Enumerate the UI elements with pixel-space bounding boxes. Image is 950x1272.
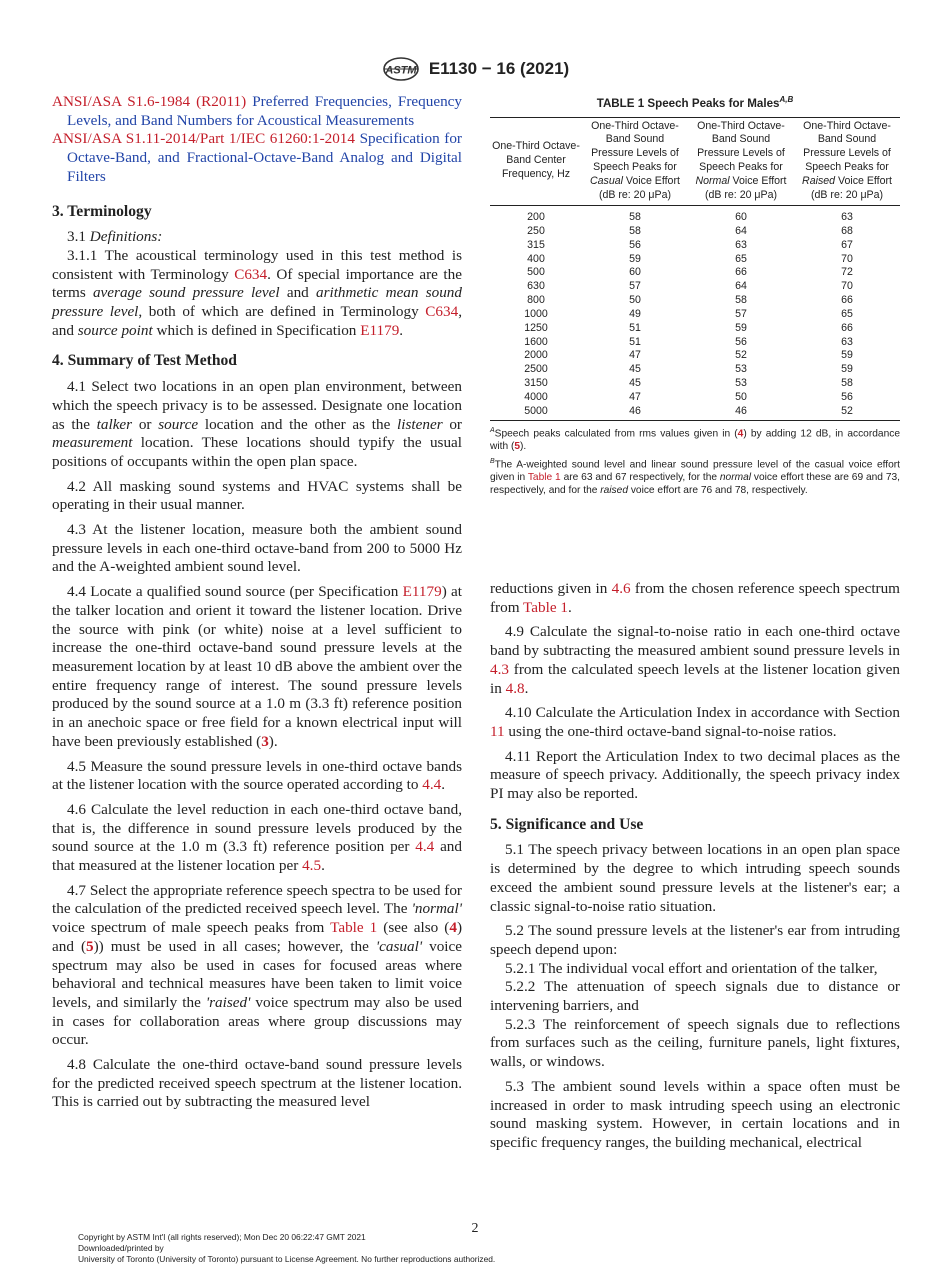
table-header-frequency: One-Third Octave-Band Center Frequency, Hz	[492, 140, 580, 181]
table-cell: 68	[841, 224, 853, 237]
table-cell: 56	[841, 390, 853, 403]
table-row	[490, 266, 900, 280]
table-cell: 59	[629, 252, 641, 265]
table-cell: 47	[629, 349, 641, 362]
table-cell: 800	[527, 294, 545, 307]
link-table-1[interactable]: Table 1	[527, 472, 561, 484]
table-cell: 1600	[524, 335, 548, 348]
table-row	[490, 405, 900, 420]
table-row	[490, 336, 900, 350]
table-header-raised: One-Third Octave-Band Sound Pressure Levels of Speech Peaks for Raised Voice Effort (dB re: 20 μPa)	[802, 119, 892, 202]
paragraph-5-1: 5.1 The speech privacy between locations in an open plan space is determined by the degree to which intruding speech sounds exceed the ambient sound pressure levels at the listener's ear; a classic signal-to-noise ratio situation.	[490, 841, 900, 915]
table-header-casual: One-Third Octave-Band Sound Pressure Levels of Speech Peaks for Casual Voice Effort (dB re: 20 μPa)	[590, 119, 680, 202]
link-table-1[interactable]: Table 1	[523, 598, 568, 616]
link-e1179[interactable]: E1179	[402, 583, 442, 601]
table-cell: 1250	[524, 321, 548, 334]
table-row	[490, 391, 900, 405]
table-cell: 52	[841, 404, 853, 417]
link-4-6[interactable]: 4.6	[611, 580, 631, 597]
paragraph-4-3: 4.3 At the listener location, measure both the ambient sound pressure levels in each one-third octave-band from 200 to 5000 Hz and the A-weighted ambient sound level.	[52, 521, 462, 576]
table-cell: 58	[841, 377, 853, 390]
table-cell: 66	[841, 294, 853, 307]
table-cell: 72	[841, 266, 853, 279]
paragraph-5-2-2: 5.2.2 The attenuation of speech signals due to distance or intervening barriers, and	[490, 978, 900, 1015]
link-4-4[interactable]: 4.4	[422, 776, 442, 794]
citation-link[interactable]: 5	[514, 440, 521, 452]
copyright-line: Copyright by ASTM Int'l (all rights reserved); Mon Dec 20 06:22:47 GMT 2021	[78, 1232, 366, 1242]
astm-logo-icon	[381, 56, 421, 82]
table-cell: 66	[735, 266, 747, 279]
table-cell: 46	[629, 404, 641, 417]
table-cell: 50	[629, 294, 641, 307]
table-cell: 66	[841, 321, 853, 334]
page-number: 2	[471, 1221, 479, 1236]
link-e1179[interactable]: E1179	[360, 321, 400, 339]
table-cell: 60	[735, 211, 747, 223]
table-row	[490, 280, 900, 294]
table-cell: 45	[629, 377, 641, 390]
table-cell: 1000	[524, 307, 548, 320]
page-header	[0, 56, 950, 82]
table-1-block	[490, 91, 900, 500]
table-cell: 70	[841, 252, 853, 265]
table-cell: 5000	[524, 404, 548, 417]
table-cell: 59	[841, 363, 853, 376]
table-header-normal: One-Third Octave-Band Sound Pressure Levels of Speech Peaks for Normal Voice Effort (dB re: 20 μPa)	[695, 119, 787, 202]
paragraph-4-4: 4.4 Locate a qualified sound source (per Specification E1179) at the talker location and orient it toward the listener location. Drive the source with pink (or white) noise at a level sufficient to increase the one-third octave-band sound pressure levels at the measurement location by at least 10 dB above the ambient over the entire frequency range of interest. The sound pressure levels produced by the sound source at a 1.0 m (3.3 ft) reference position in an anechoic space or free field for a known electrical input will have been previously established (3).	[52, 583, 462, 750]
reference-title[interactable]: Preferred Frequencies, Frequency Levels, and Band Numbers for Acoustical Measurements	[67, 93, 463, 129]
reference-item	[52, 130, 462, 186]
link-4-5[interactable]: 4.5	[302, 857, 322, 875]
table-row	[490, 294, 900, 308]
paragraph-5-2-3: 5.2.3 The reinforcement of speech signals due to reflections from surfaces such as the ceiling, furniture panels, light fixtures, walls, or windows.	[490, 1015, 900, 1071]
right-column	[490, 580, 900, 1159]
table-cell: 46	[735, 404, 747, 417]
section-heading: 4. Summary of Test Method	[52, 352, 237, 370]
paragraph-4-2: 4.2 All masking sound systems and HVAC systems shall be operating in their usual manner.	[52, 477, 462, 514]
link-c634[interactable]: C634	[234, 265, 268, 283]
table-cell: 630	[527, 280, 545, 293]
table-cell: 3150	[524, 377, 548, 390]
footnote-a: $^A$Speech peaks calculated from rms values given in (4) by adding 12 dB, in accordance with (5).	[490, 426, 900, 452]
copyright-notice	[78, 1232, 495, 1265]
table-row	[490, 239, 900, 253]
table-cell: 63	[841, 335, 853, 348]
table-cell: 65	[735, 252, 747, 265]
table-cell: 50	[735, 390, 747, 403]
footnote-b: $^B$The A-weighted sound level and linear sound pressure level of the casual voice effort given in Table 1 are 63 and 67 respectively, for the normal voice effort these are 69 and 73, respectively, and for the raised voice effort are 76 and 78, respectively.	[490, 457, 900, 497]
table-row	[490, 349, 900, 363]
reference-code[interactable]: ANSI/ASA S1.6-1984 (R2011)	[52, 93, 247, 110]
paragraph-4-7: 4.7 Select the appropriate reference speech spectra to be used for the calculation of the predicted received speech level. The 'normal' voice spectrum of male speech peaks from Table 1 (see also (4) and (5)) must be used in all cases; however, the 'casual' voice spectrum may also be used in cases for focused areas where behavioral and technical measures have been taken to limit voice levels, and similarly the 'raised' voice spectrum may also be used in cases for collaboration areas where group discussions may occur.	[52, 881, 462, 1049]
paragraph-4-8: 4.8 Calculate the one-third octave-band sound pressure levels for the predicted received speech spectrum at the listener location. This is carried out by subtracting the measured level	[52, 1056, 462, 1111]
license-line: University of Toronto (University of Toronto) pursuant to License Agreement. No further reproductions authorized.	[78, 1254, 496, 1264]
table-row	[490, 225, 900, 239]
table-cell: 70	[841, 280, 853, 293]
table-cell: 53	[735, 363, 747, 376]
table-cell: 53	[735, 377, 747, 390]
paragraph-5-3: 5.3 The ambient sound levels within a space often must be increased in order to mask intruding speech using an electronic sound masking system. However, in certain locations and in specific frequency ranges, the building mechanical, electrical	[490, 1077, 900, 1151]
table-row	[490, 322, 900, 336]
table-cell: 59	[735, 321, 747, 334]
table-cell: 58	[735, 294, 747, 307]
link-4-4[interactable]: 4.4	[415, 838, 435, 856]
paragraph-4-6: 4.6 Calculate the level reduction in each one-third octave band, that is, the difference in sound pressure levels produced by the sound source at the 1.0 m (3.3 ft) reference position per 4.4 and that measured at the listener location per 4.5.	[52, 800, 462, 875]
reference-code[interactable]: ANSI/ASA S1.11-2014/Part 1/IEC 61260:1-2014	[52, 130, 355, 148]
link-table-1[interactable]: Table 1	[330, 919, 378, 937]
table-cell: 52	[735, 349, 747, 362]
link-c634[interactable]: C634	[425, 303, 459, 321]
table-cell: 49	[629, 307, 641, 320]
table-cell: 4000	[524, 390, 548, 403]
table-cell: 2500	[524, 363, 548, 376]
table-cell: 60	[629, 266, 641, 279]
citation-link[interactable]: 4	[449, 919, 457, 937]
table-cell: 56	[735, 335, 747, 348]
speech-peaks-table	[490, 117, 900, 421]
table-cell: 315	[527, 238, 545, 251]
table-row	[490, 363, 900, 377]
table-cell: 51	[629, 335, 641, 348]
paragraph-5-2: 5.2 The sound pressure levels at the listener's ear from intruding speech depend upon:	[490, 922, 900, 958]
table-cell: 250	[527, 224, 545, 237]
citation-link[interactable]: 4	[737, 428, 744, 440]
table-row	[490, 377, 900, 391]
table-cell: 59	[841, 349, 853, 362]
standard-designation: E1130 − 16 (2021)	[428, 59, 570, 78]
paragraph-4-1: 4.1 Select two locations in an open plan environment, between which the speech privacy is to be assessed. Designate one location as the talker or source location and the other as the listener or measurement location. These locations should typify the usual positions of occupants within the open plan space.	[52, 378, 462, 470]
section-heading: 3. Terminology	[52, 202, 152, 220]
table-cell: 57	[735, 307, 747, 320]
download-line: Downloaded/printed by	[78, 1243, 164, 1253]
paragraph-4-8-continued: reductions given in 4.6 from the chosen reference speech spectrum from Table 1.	[490, 580, 900, 616]
table-cell: 45	[629, 363, 641, 376]
table-cell: 56	[629, 238, 641, 251]
svg-text:ASTM: ASTM	[385, 64, 417, 77]
citation-link[interactable]: 3	[261, 732, 269, 750]
table-cell: 64	[735, 280, 747, 293]
citation-link[interactable]: 5	[86, 937, 94, 955]
table-cell: 57	[629, 280, 641, 293]
table-row	[490, 206, 900, 225]
paragraph-4-10: 4.10 Calculate the Articulation Index in accordance with Section 11 using the one-third octave-band signal-to-noise ratios.	[490, 704, 900, 740]
table-cell: 47	[629, 390, 641, 403]
reference-item	[52, 93, 462, 130]
table-cell: 58	[629, 211, 641, 223]
reference-title[interactable]: Specification for Octave-Band, and Fractional-Octave-Band Analog and Digital Filters	[67, 130, 462, 185]
table-cell: 63	[841, 211, 853, 223]
table-cell: 200	[527, 211, 545, 223]
table-footnotes	[490, 425, 900, 498]
section-heading: 5. Significance and Use	[490, 815, 644, 833]
paragraph-4-9: 4.9 Calculate the signal-to-noise ratio in each one-third octave band by subtracting the measured ambient sound pressure levels in 4.3 from the calculated speech levels at the listener location given in 4.8.	[490, 623, 900, 697]
table-cell: 2000	[524, 349, 548, 362]
link-section-11[interactable]: 11	[490, 722, 505, 740]
table-title: TABLE 1 Speech Peaks for Males$^{A,B}$	[596, 95, 794, 110]
paragraph-3-1-1: 3.1.1 The acoustical terminology used in this test method is consistent with Terminology C634. Of special importance are the terms average sound pressure level and arithmetic mean sound pressure level, both of which are defined in Terminology C634, and source point which is defined in Specification E1179.	[52, 246, 462, 339]
table-row	[490, 308, 900, 322]
table-cell: 400	[527, 252, 545, 265]
link-4-8[interactable]: 4.8	[505, 679, 525, 697]
table-cell: 58	[629, 224, 641, 237]
paragraph-4-5: 4.5 Measure the sound pressure levels in one-third octave bands at the listener location with the source operated according to 4.4.	[52, 757, 462, 794]
table-cell: 67	[841, 238, 853, 251]
link-4-3[interactable]: 4.3	[490, 660, 509, 678]
left-column	[52, 93, 462, 1118]
paragraph-5-2-1: 5.2.1 The individual vocal effort and orientation of the talker,	[505, 959, 878, 977]
table-cell: 65	[841, 307, 853, 320]
table-cell: 51	[629, 321, 641, 334]
paragraph-4-11: 4.11 Report the Articulation Index to two decimal places as the measure of speech privacy. Additionally, the speech privacy index PI may also be reported.	[490, 747, 900, 803]
table-cell: 64	[735, 224, 747, 237]
table-row	[490, 253, 900, 267]
paragraph-3-1: 3.1 Definitions:	[67, 228, 163, 246]
table-cell: 63	[735, 238, 747, 251]
table-cell: 500	[527, 266, 545, 279]
